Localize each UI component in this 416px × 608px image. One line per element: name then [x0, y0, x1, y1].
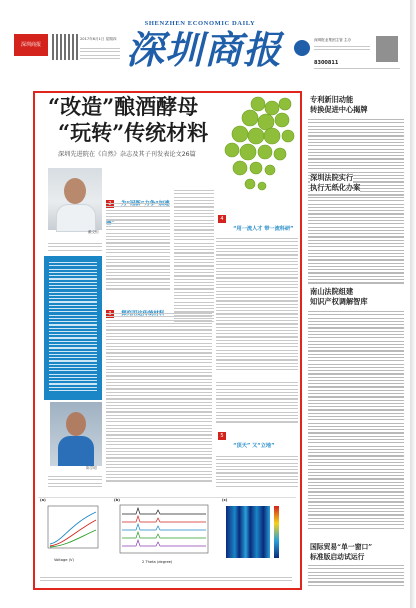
grape-cluster: [225, 97, 294, 190]
photo2-caption: 陈学明: [86, 466, 97, 470]
section4-title: “顶天” 又“立地”: [233, 443, 275, 449]
side-story-2-title2: 执行无纸化办案: [310, 183, 361, 192]
portrait-1-body: [56, 204, 96, 232]
section3-tag: 4: [218, 215, 226, 223]
side-story-2-title1: 深圳法院实行: [310, 173, 354, 182]
masthead-en-title: SHENZHEN ECONOMIC DAILY: [144, 20, 256, 27]
fig-b-label: (b): [114, 498, 120, 502]
side-column: [306, 91, 408, 591]
fig-a-label: (a): [40, 498, 46, 502]
photo1-caption: 戴文恒: [88, 230, 99, 234]
masthead-date: 2017年6月1日 星期四: [80, 37, 117, 41]
lead-title-line2: “玩转”传统材料: [58, 120, 209, 145]
qr-code-right: [376, 36, 398, 62]
side-story-1-title1: 专利新旧动能: [310, 95, 354, 104]
side-story-3-title2: 知识产权调解智库: [310, 297, 368, 306]
fig-b-xlabel: 2 Theta (degree): [142, 560, 173, 564]
portrait-photo-1: [48, 168, 102, 230]
right-emblem-icon: [294, 40, 310, 56]
section4-tag: 5: [218, 432, 226, 440]
side-story-4-title2: 标准版启动试运行: [310, 553, 365, 561]
page-shadow: [410, 0, 416, 608]
section2-heading: [106, 300, 206, 310]
side-story-4-title1: 国际贸易“单一窗口”: [310, 543, 373, 551]
intro-sidebar-box: [44, 256, 102, 400]
lead-title-line1: “改造”酿酒酵母: [48, 94, 199, 119]
left-badge-label: 深圳商报: [20, 42, 41, 48]
fig-b-plot: [116, 504, 212, 558]
fig-b-trace-1: [122, 508, 206, 514]
section3-title: “用一流人才 带一流科研”: [233, 226, 294, 232]
portrait-photo-2: [50, 402, 102, 466]
side-story-1-title2: 转换促进中心揭牌: [310, 105, 368, 114]
fig-a-xlabel: Voltage (V): [54, 558, 74, 562]
fig-a-curve-1: [50, 512, 96, 544]
portrait-2-head: [66, 412, 86, 436]
section1-heading: [106, 190, 170, 200]
fig-c-heatmap: [226, 506, 270, 558]
right-number: 8300811: [314, 60, 339, 66]
fig-a-plot: [42, 504, 102, 556]
qr-code-left: [52, 34, 78, 60]
masthead: [14, 10, 406, 82]
fig-b-trace-3: [122, 524, 206, 530]
figure-strip: [38, 497, 296, 576]
fig-b-trace-2: [122, 516, 206, 522]
fig-b-trace-5: [122, 540, 206, 546]
grape-illustration: [210, 92, 300, 202]
section3-heading: [218, 215, 298, 235]
portrait-1-head: [64, 178, 86, 204]
right-blurb: 深圳报业集团主管 主办: [314, 38, 352, 42]
section4-heading: [218, 432, 298, 452]
masthead-cn-title: 深圳商报: [125, 27, 282, 72]
side-story-3-title1: 南山法院组建: [310, 287, 354, 296]
fig-c-label: (c): [222, 498, 228, 502]
fig-c-colorbar: [274, 506, 279, 558]
fig-b-trace-4: [122, 532, 206, 538]
portrait-2-body: [58, 436, 94, 466]
lead-subtitle: 深圳先进院在《自然》杂志及其子刊发表论文26篇: [58, 151, 196, 158]
left-logo-badge: [14, 34, 48, 56]
